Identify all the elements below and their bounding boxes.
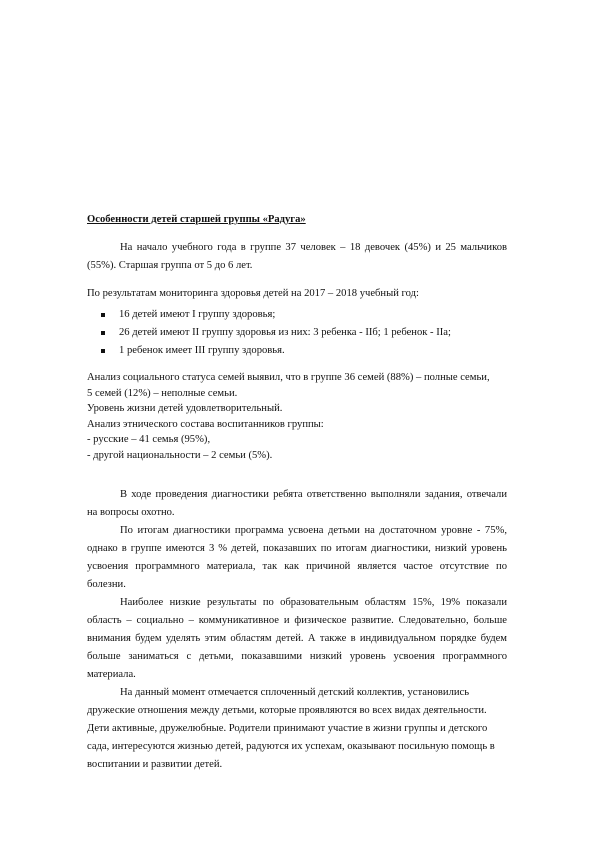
text-line: На данный момент отмечается сплоченный детский коллектив, установились <box>120 687 470 698</box>
text-line: сада, интересуются жизнью детей, радуются их успехам, оказывают посильную помощь в <box>87 741 495 752</box>
text-line: - другой национальности – 2 семьи (5%). <box>87 449 273 461</box>
paragraph: По итогам диагностики программа усвоена детьми на достаточном уровне - 75%, однако в группе имеются 3 % детей, показавших по итогам диагностики, низкий уровень усвоения программного материала, так как причиной является частое отсутствие по болезни. <box>87 525 507 590</box>
text-line: - русские – 41 семья (95%), <box>87 434 211 445</box>
social-analysis-block <box>87 370 507 463</box>
paragraph: Наиболее низкие результаты по образовательным областям 15%, 19% показали область – социально – коммуникативное и физическое развитие. Следовательно, больше внимания будем уделять этим областям детей. А также в индивидуальном порядке будем больше заниматься с детьми, показавшими низкий уровень усвоения программного материала. <box>87 597 507 680</box>
intro-paragraph: На начало учебного года в группе 37 человек – 18 девочек (45%) и 25 мальчиков (55%). Старшая группа от 5 до 6 лет. <box>87 242 507 271</box>
text-line: Анализ социального статуса семей выявил, что в группе 36 семей (88%) – полные семьи, <box>87 372 490 383</box>
text-line: дружеские отношения между детьми, которые проявляются во всех видах деятельности. <box>87 705 487 716</box>
closing-paragraph <box>87 684 507 774</box>
list-item: 26 детей имеют II группу здоровья из них: 3 ребенка - IIб; 1 ребенок - IIа; <box>87 324 507 342</box>
text-line: Уровень жизни детей удовлетворительный. <box>87 403 283 414</box>
diagnostics-section <box>87 486 507 684</box>
text-line: 5 семей (12%) – неполные семьи. <box>87 387 238 399</box>
list-item: 1 ребенок имеет III группу здоровья. <box>87 342 507 360</box>
text-line: Дети активные, дружелюбные. Родители принимают участие в жизни группы и детского <box>87 723 488 734</box>
health-group-list <box>87 306 507 360</box>
monitoring-heading: По результатам мониторинга здоровья детей на 2017 – 2018 учебный год: <box>87 288 419 299</box>
page-title <box>87 211 507 229</box>
list-item: 16 детей имеют I группу здоровья; <box>87 306 507 324</box>
paragraph: В ходе проведения диагностики ребята ответственно выполняли задания, отвечали на вопросы охотно. <box>87 489 507 518</box>
title-text: Особенности детей старшей группы «Радуга» <box>87 214 306 225</box>
text-line: воспитании и развитии детей. <box>87 759 223 770</box>
text-line: Анализ этнического состава воспитанников группы: <box>87 418 324 430</box>
